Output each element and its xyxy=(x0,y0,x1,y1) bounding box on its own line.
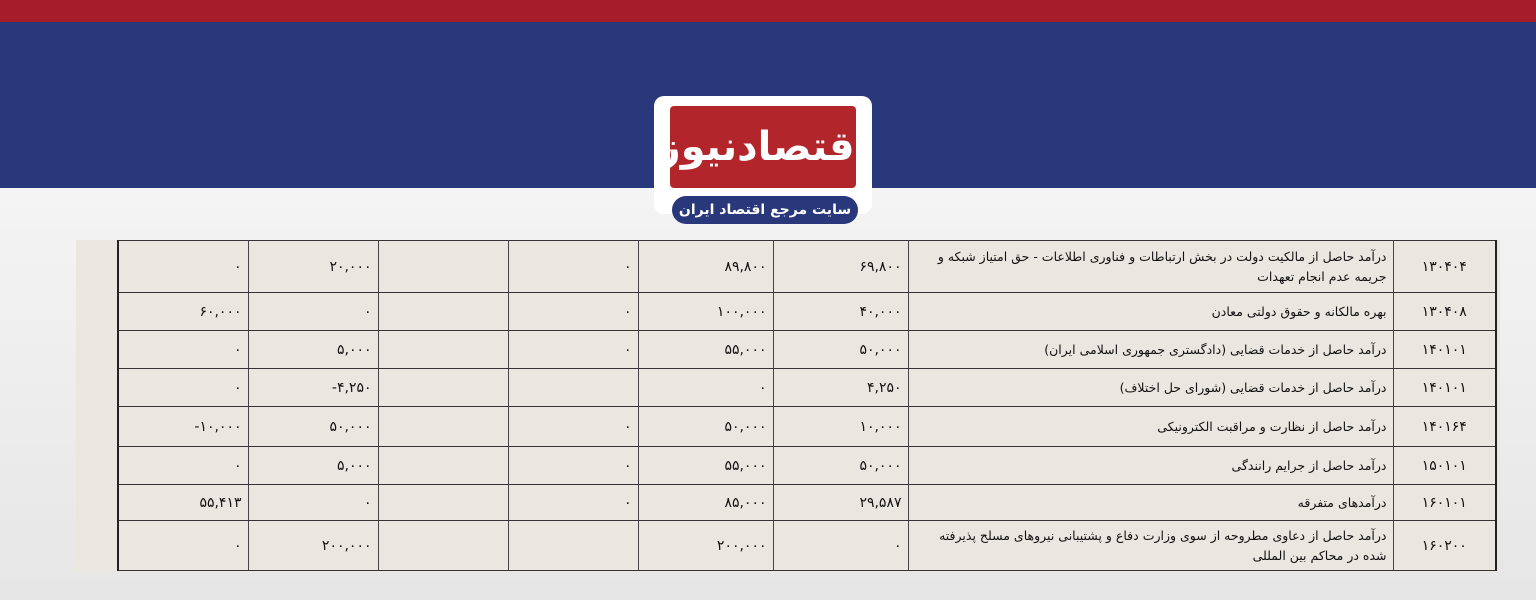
value-cell: ۲۰۰,۰۰۰ xyxy=(638,521,773,571)
code-cell: ۱۳۰۴۰۸ xyxy=(1393,293,1496,331)
value-cell xyxy=(508,521,638,571)
value-cell: ۵۵,۰۰۰ xyxy=(638,447,773,485)
value-cell: ۰ xyxy=(508,241,638,293)
value-cell: ۰ xyxy=(118,369,248,407)
value-cell xyxy=(378,407,508,447)
value-cell: ۶۹,۸۰۰ xyxy=(773,241,908,293)
code-cell: ۱۴۰۱۰۱ xyxy=(1393,369,1496,407)
value-cell: ۵۰,۰۰۰ xyxy=(773,331,908,369)
value-cell: ۰ xyxy=(508,485,638,521)
value-cell: ۲۰۰,۰۰۰ xyxy=(248,521,378,571)
value-cell: ۸۵,۰۰۰ xyxy=(638,485,773,521)
value-cell xyxy=(378,521,508,571)
value-cell xyxy=(378,241,508,293)
table-row xyxy=(118,331,1496,369)
table-row xyxy=(118,293,1496,331)
value-cell: ۰ xyxy=(118,447,248,485)
value-cell: -۴,۲۵۰ xyxy=(248,369,378,407)
value-cell: ۵,۰۰۰ xyxy=(248,447,378,485)
logo-red-panel xyxy=(657,106,869,188)
table-row xyxy=(118,407,1496,447)
value-cell: ۶۰,۰۰۰ xyxy=(118,293,248,331)
value-cell: ۲۹,۵۸۷ xyxy=(773,485,908,521)
value-cell xyxy=(378,331,508,369)
code-cell: ۱۳۰۴۰۴ xyxy=(1393,241,1496,293)
value-cell: -۱۰,۰۰۰ xyxy=(118,407,248,447)
value-cell: ۰ xyxy=(508,447,638,485)
value-cell: ۰ xyxy=(118,331,248,369)
logo-text: اقتصادنیوز xyxy=(657,124,869,170)
value-cell: ۵۰,۰۰۰ xyxy=(773,447,908,485)
table-row xyxy=(118,521,1496,571)
table-row xyxy=(118,485,1496,521)
value-cell: ۱۰۰,۰۰۰ xyxy=(638,293,773,331)
value-cell xyxy=(378,485,508,521)
value-cell xyxy=(378,293,508,331)
description-cell: بهره مالکانه و حقوق دولتی معادن xyxy=(908,293,1393,331)
code-cell: ۱۶۰۱۰۱ xyxy=(1393,485,1496,521)
description-cell: درآمد حاصل از مالکیت دولت در بخش ارتباطات و فناوری اطلاعات - حق امتیاز شبکه و جریمه عدم انجام تعهدات xyxy=(908,241,1393,293)
code-cell: ۱۵۰۱۰۱ xyxy=(1393,447,1496,485)
value-cell: ۲۰,۰۰۰ xyxy=(248,241,378,293)
value-cell: ۰ xyxy=(118,241,248,293)
value-cell: ۵۰,۰۰۰ xyxy=(638,407,773,447)
table-row xyxy=(118,241,1496,293)
value-cell: ۴۰,۰۰۰ xyxy=(773,293,908,331)
table-row xyxy=(118,369,1496,407)
value-cell xyxy=(378,369,508,407)
code-cell: ۱۶۰۲۰۰ xyxy=(1393,521,1496,571)
value-cell xyxy=(378,447,508,485)
value-cell: ۰ xyxy=(508,407,638,447)
value-cell: ۱۰,۰۰۰ xyxy=(773,407,908,447)
budget-table xyxy=(117,240,1497,571)
value-cell: ۵۰,۰۰۰ xyxy=(248,407,378,447)
description-cell: درآمد حاصل از دعاوی مطروحه از سوی وزارت دفاع و پشتیبانی نیروهای مسلح پذیرفته شده در محاکم بین المللی xyxy=(908,521,1393,571)
description-cell: درآمد حاصل از خدمات قضایی (دادگستری جمهوری اسلامی ایران) xyxy=(908,331,1393,369)
value-cell: ۴,۲۵۰ xyxy=(773,369,908,407)
value-cell: ۰ xyxy=(248,485,378,521)
value-cell: ۵۵,۰۰۰ xyxy=(638,331,773,369)
value-cell: ۰ xyxy=(118,521,248,571)
description-cell: درآمد حاصل از جرایم رانندگی xyxy=(908,447,1393,485)
value-cell: ۵۵,۴۱۳ xyxy=(118,485,248,521)
value-cell: ۰ xyxy=(508,293,638,331)
description-cell: درآمدهای متفرقه xyxy=(908,485,1393,521)
value-cell: ۵,۰۰۰ xyxy=(248,331,378,369)
value-cell: ۸۹,۸۰۰ xyxy=(638,241,773,293)
code-cell: ۱۴۰۱۰۱ xyxy=(1393,331,1496,369)
site-tagline: سایت مرجع اقتصاد ایران xyxy=(672,196,858,224)
value-cell xyxy=(508,369,638,407)
value-cell: ۰ xyxy=(508,331,638,369)
table-row xyxy=(118,447,1496,485)
value-cell: ۰ xyxy=(638,369,773,407)
description-cell: درآمد حاصل از خدمات قضایی (شورای حل اختلاف) xyxy=(908,369,1393,407)
description-cell: درآمد حاصل از نظارت و مراقبت الکترونیکی xyxy=(908,407,1393,447)
value-cell: ۰ xyxy=(773,521,908,571)
code-cell: ۱۴۰۱۶۴ xyxy=(1393,407,1496,447)
value-cell: ۰ xyxy=(248,293,378,331)
top-red-stripe xyxy=(0,0,1536,22)
